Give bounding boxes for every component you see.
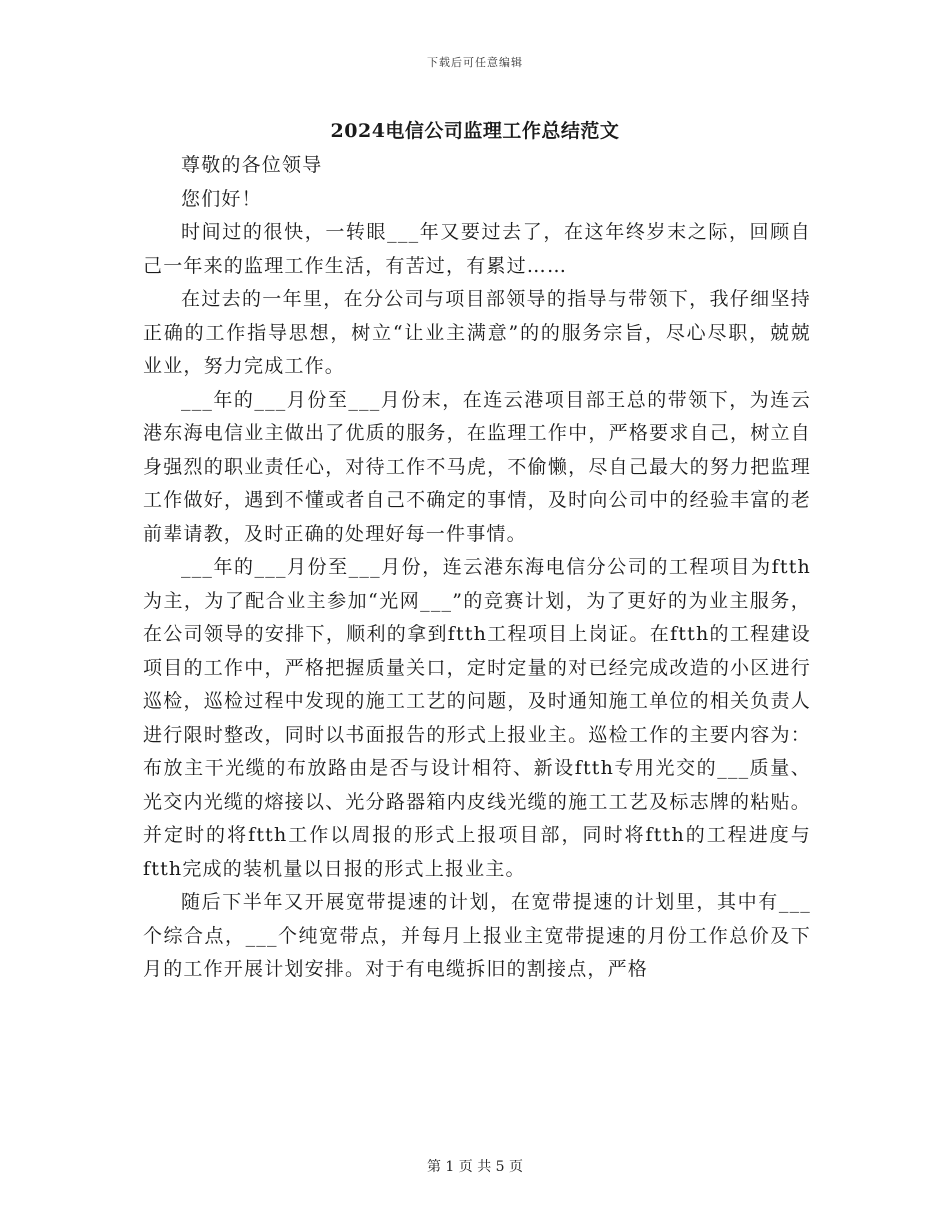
page-header-note: 下载后可任意编辑 [427,56,523,69]
paragraph: 在过去的一年里，在分公司与项目部领导的指导与带领下，我仔细坚持正确的工作指导思想，树立“让业主满意”的的服务宗旨，尽心尽职，兢兢业业，努力完成工作。 [143,288,811,377]
paragraph: 随后下半年又开展宽带提速的计划，在宽带提速的计划里，其中有___个综合点，___个纯宽带点，并每月上报业主宽带提速的月份工作总价及下月的工作开展计划安排。对于有电缆拆旧的割接点，严格 [143,891,811,980]
paragraph: 时间过的很快，一转眼___年又要过去了，在这年终岁末之际，回顾自己一年来的监理工作生活，有苦过，有累过…… [143,221,811,277]
salutation: 尊敬的各位领导 [181,154,323,176]
page-number-footer: 第 1 页 共 5 页 [426,1159,524,1175]
paragraph: ___年的___月份至___月份，连云港东海电信分公司的工程项目为ftth为主，为了配合业主参加“光网___”的竞赛计划，为了更好的为业主服务，在公司领导的安排下，顺利的拿到ftth工程项目上岗证。在ftth的工程建设项目的工作中，严格把握质量关口，定时定量的对已经完成改造的小区进行巡检，巡检过程中发现的施工工艺的问题，及时通知施工单位的相关负责人进行限时整改，同时以书面报告的形式上报业主。巡检工作的主要内容为：布放主干光缆的布放路由是否与设计相符、新设ftth专用光交的___质量、光交内光缆的熔接以、光分路器箱内皮线光缆的施工工艺及标志牌的粘贴。并定时的将ftth工作以周报的形式上报项目部，同时将ftth的工程进度与ftth完成的装机量以日报的形式上报业主。 [143,556,811,880]
document-body [143,149,811,987]
greeting: 您们好！ [181,187,262,210]
paragraph: ___年的___月份至___月份末，在连云港项目部王总的带领下，为连云港东海电信业主做出了优质的服务，在监理工作中，严格要求自己，树立自身强烈的职业责任心，对待工作不马虎，不偷懒，尽自己最大的努力把监理工作做好，遇到不懂或者自己不确定的事情，及时向公司中的经验丰富的老前辈请教，及时正确的处理好每一件事情。 [143,388,811,545]
document-title: 2024电信公司监理工作总结范文 [330,120,620,142]
